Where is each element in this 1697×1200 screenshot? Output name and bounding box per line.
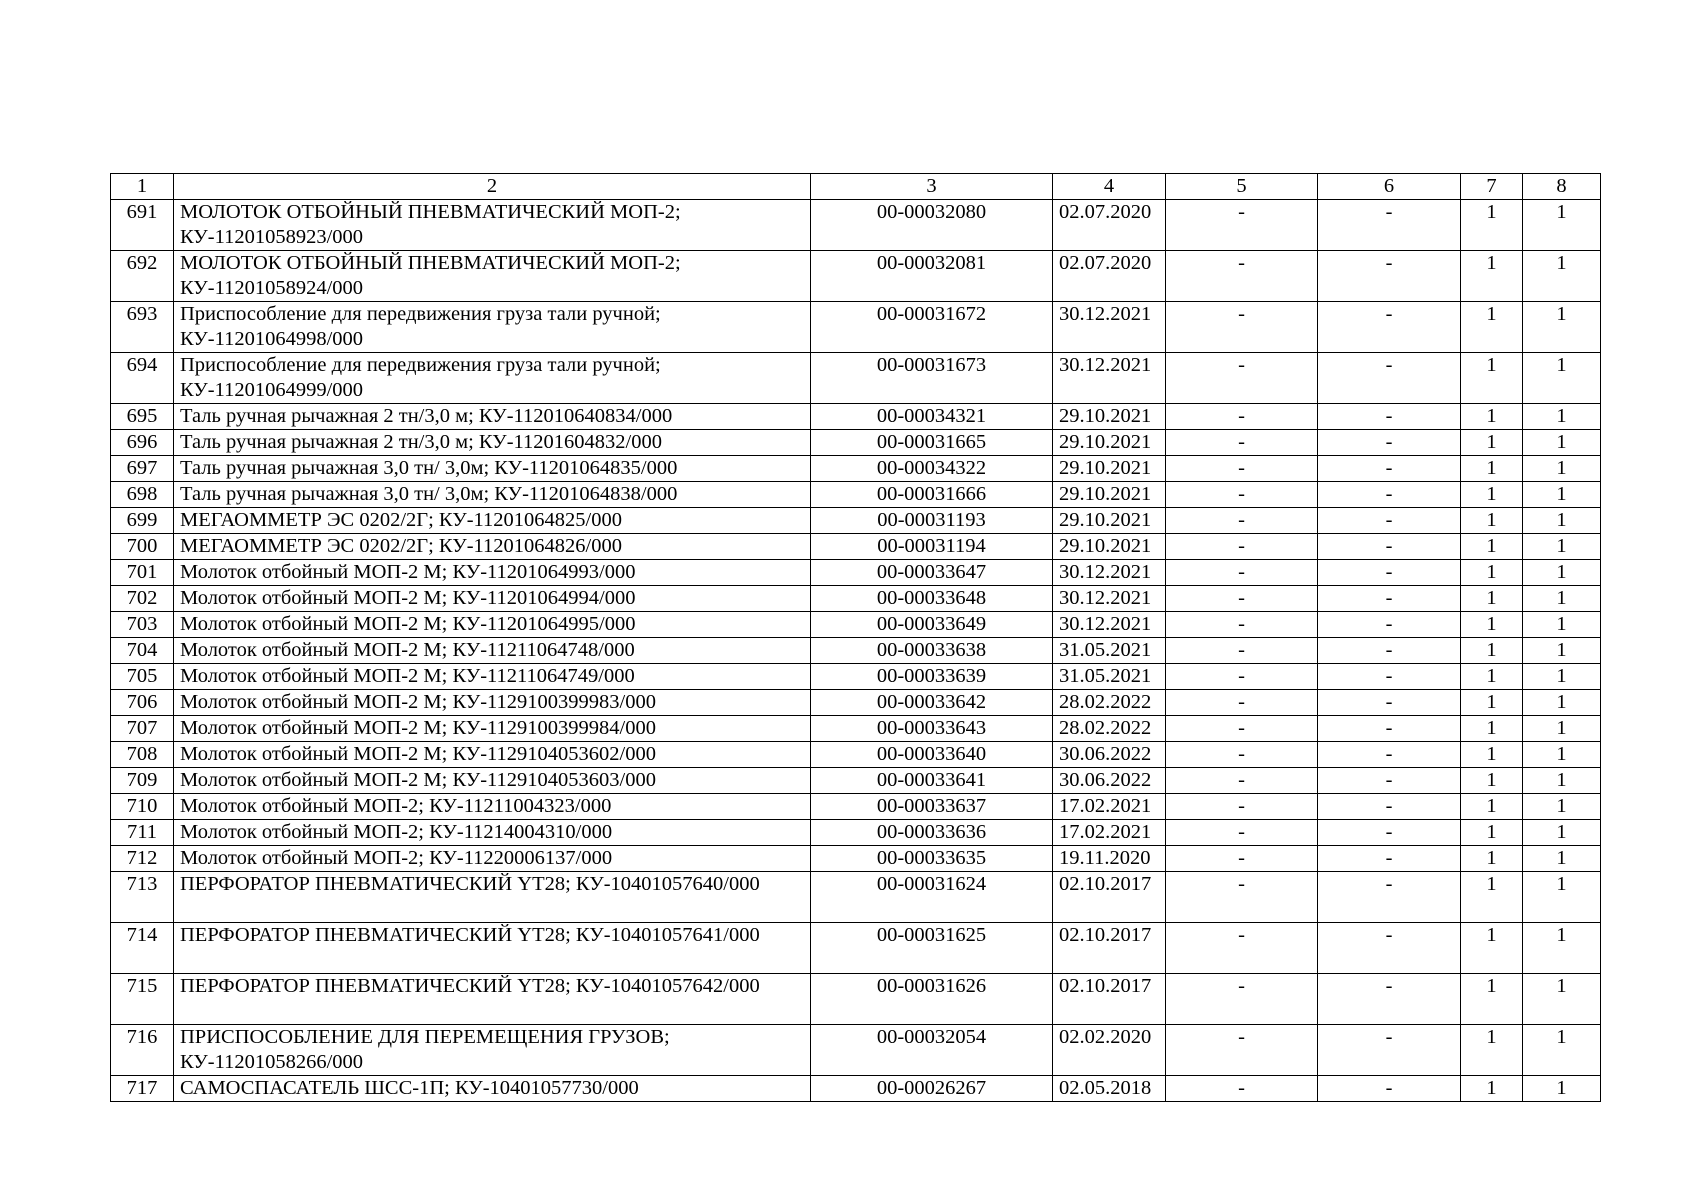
column-6-value: - — [1318, 353, 1461, 404]
date: 30.12.2021 — [1053, 353, 1166, 404]
column-8-value: 1 — [1523, 200, 1601, 251]
column-6-value: - — [1318, 534, 1461, 560]
column-7-value: 1 — [1461, 456, 1523, 482]
item-name: ПРИСПОСОБЛЕНИЕ ДЛЯ ПЕРЕМЕЩЕНИЯ ГРУЗОВ; КУ-11201058266/000 — [174, 1025, 811, 1076]
column-8-value: 1 — [1523, 1076, 1601, 1102]
table-row — [111, 638, 1601, 664]
column-8-value: 1 — [1523, 794, 1601, 820]
column-6-value: - — [1318, 508, 1461, 534]
column-5-value: - — [1166, 1025, 1318, 1076]
table-row — [111, 846, 1601, 872]
inventory-code: 00-00026267 — [811, 1076, 1053, 1102]
date: 02.07.2020 — [1053, 200, 1166, 251]
table-row — [111, 534, 1601, 560]
inventory-code: 00-00033648 — [811, 586, 1053, 612]
column-5-value: - — [1166, 482, 1318, 508]
column-7-value: 1 — [1461, 742, 1523, 768]
column-header: 7 — [1461, 174, 1523, 200]
item-name: Молоток отбойный МОП-2 М; КУ-11211064749/000 — [174, 664, 811, 690]
column-6-value: - — [1318, 586, 1461, 612]
inventory-code: 00-00031624 — [811, 872, 1053, 923]
column-7-value: 1 — [1461, 768, 1523, 794]
row-number: 694 — [111, 353, 174, 404]
inventory-code: 00-00033649 — [811, 612, 1053, 638]
item-name: Молоток отбойный МОП-2; КУ-11211004323/000 — [174, 794, 811, 820]
date: 29.10.2021 — [1053, 456, 1166, 482]
column-6-value: - — [1318, 456, 1461, 482]
column-7-value: 1 — [1461, 302, 1523, 353]
item-name: Молоток отбойный МОП-2; КУ-11220006137/000 — [174, 846, 811, 872]
column-7-value: 1 — [1461, 690, 1523, 716]
column-7-value: 1 — [1461, 664, 1523, 690]
column-5-value: - — [1166, 820, 1318, 846]
inventory-code: 00-00034322 — [811, 456, 1053, 482]
column-6-value: - — [1318, 820, 1461, 846]
row-number: 714 — [111, 923, 174, 974]
table-row — [111, 1076, 1601, 1102]
column-6-value: - — [1318, 302, 1461, 353]
column-5-value: - — [1166, 872, 1318, 923]
table-body — [111, 200, 1601, 1102]
column-5-value: - — [1166, 200, 1318, 251]
date: 30.12.2021 — [1053, 560, 1166, 586]
column-8-value: 1 — [1523, 742, 1601, 768]
inventory-code: 00-00033639 — [811, 664, 1053, 690]
column-6-value: - — [1318, 923, 1461, 974]
date: 02.02.2020 — [1053, 1025, 1166, 1076]
column-6-value: - — [1318, 846, 1461, 872]
table-row — [111, 820, 1601, 846]
date: 29.10.2021 — [1053, 404, 1166, 430]
table-row — [111, 302, 1601, 353]
row-number: 702 — [111, 586, 174, 612]
item-name: Молоток отбойный МОП-2; КУ-11214004310/000 — [174, 820, 811, 846]
row-number: 698 — [111, 482, 174, 508]
inventory-code: 00-00033642 — [811, 690, 1053, 716]
table-row — [111, 456, 1601, 482]
inventory-code: 00-00033641 — [811, 768, 1053, 794]
table-row — [111, 508, 1601, 534]
column-7-value: 1 — [1461, 612, 1523, 638]
column-8-value: 1 — [1523, 508, 1601, 534]
column-6-value: - — [1318, 742, 1461, 768]
column-6-value: - — [1318, 404, 1461, 430]
item-name: ПЕРФОРАТОР ПНЕВМАТИЧЕСКИЙ YT28; КУ-10401057642/000 — [174, 974, 811, 1025]
item-name: Приспособление для передвижения груза тали ручной; КУ-11201064998/000 — [174, 302, 811, 353]
item-name: МОЛОТОК ОТБОЙНЫЙ ПНЕВМАТИЧЕСКИЙ МОП-2; КУ-11201058924/000 — [174, 251, 811, 302]
column-5-value: - — [1166, 612, 1318, 638]
item-name: Молоток отбойный МОП-2 М; КУ-1129100399984/000 — [174, 716, 811, 742]
inventory-code: 00-00033636 — [811, 820, 1053, 846]
row-number: 692 — [111, 251, 174, 302]
column-7-value: 1 — [1461, 638, 1523, 664]
column-6-value: - — [1318, 690, 1461, 716]
row-number: 717 — [111, 1076, 174, 1102]
item-name: Таль ручная рычажная 3,0 тн/ 3,0м; КУ-11201064838/000 — [174, 482, 811, 508]
column-8-value: 1 — [1523, 923, 1601, 974]
column-8-value: 1 — [1523, 820, 1601, 846]
item-name: Молоток отбойный МОП-2 М; КУ-1129100399983/000 — [174, 690, 811, 716]
column-7-value: 1 — [1461, 251, 1523, 302]
column-5-value: - — [1166, 846, 1318, 872]
item-name: Таль ручная рычажная 2 тн/3,0 м; КУ-112010640834/000 — [174, 404, 811, 430]
column-5-value: - — [1166, 1076, 1318, 1102]
item-name: Приспособление для передвижения груза тали ручной; КУ-11201064999/000 — [174, 353, 811, 404]
column-5-value: - — [1166, 302, 1318, 353]
column-7-value: 1 — [1461, 820, 1523, 846]
inventory-code: 00-00031194 — [811, 534, 1053, 560]
column-8-value: 1 — [1523, 251, 1601, 302]
date: 19.11.2020 — [1053, 846, 1166, 872]
table-row — [111, 560, 1601, 586]
column-header: 3 — [811, 174, 1053, 200]
table-row — [111, 586, 1601, 612]
column-7-value: 1 — [1461, 586, 1523, 612]
table-row — [111, 1025, 1601, 1076]
column-5-value: - — [1166, 251, 1318, 302]
column-header: 4 — [1053, 174, 1166, 200]
row-number: 699 — [111, 508, 174, 534]
column-8-value: 1 — [1523, 353, 1601, 404]
column-6-value: - — [1318, 768, 1461, 794]
item-name: Молоток отбойный МОП-2 М; КУ-11201064993/000 — [174, 560, 811, 586]
date: 30.06.2022 — [1053, 742, 1166, 768]
column-5-value: - — [1166, 794, 1318, 820]
column-8-value: 1 — [1523, 534, 1601, 560]
column-5-value: - — [1166, 508, 1318, 534]
row-number: 701 — [111, 560, 174, 586]
item-name: ПЕРФОРАТОР ПНЕВМАТИЧЕСКИЙ YT28; КУ-10401057641/000 — [174, 923, 811, 974]
row-number: 695 — [111, 404, 174, 430]
column-7-value: 1 — [1461, 974, 1523, 1025]
table-row — [111, 404, 1601, 430]
date: 30.12.2021 — [1053, 586, 1166, 612]
table-row — [111, 482, 1601, 508]
row-number: 704 — [111, 638, 174, 664]
date: 31.05.2021 — [1053, 638, 1166, 664]
inventory-code: 00-00033647 — [811, 560, 1053, 586]
column-8-value: 1 — [1523, 482, 1601, 508]
column-7-value: 1 — [1461, 430, 1523, 456]
column-7-value: 1 — [1461, 508, 1523, 534]
row-number: 710 — [111, 794, 174, 820]
column-5-value: - — [1166, 430, 1318, 456]
column-6-value: - — [1318, 664, 1461, 690]
column-header: 5 — [1166, 174, 1318, 200]
inventory-table — [110, 173, 1601, 1102]
column-6-value: - — [1318, 638, 1461, 664]
column-6-value: - — [1318, 251, 1461, 302]
column-8-value: 1 — [1523, 768, 1601, 794]
column-6-value: - — [1318, 974, 1461, 1025]
row-number: 711 — [111, 820, 174, 846]
column-8-value: 1 — [1523, 456, 1601, 482]
inventory-code: 00-00032081 — [811, 251, 1053, 302]
column-7-value: 1 — [1461, 353, 1523, 404]
row-number: 709 — [111, 768, 174, 794]
column-6-value: - — [1318, 1076, 1461, 1102]
date: 02.10.2017 — [1053, 872, 1166, 923]
inventory-code: 00-00034321 — [811, 404, 1053, 430]
column-8-value: 1 — [1523, 690, 1601, 716]
column-5-value: - — [1166, 923, 1318, 974]
item-name: Молоток отбойный МОП-2 М; КУ-11201064994/000 — [174, 586, 811, 612]
row-number: 703 — [111, 612, 174, 638]
table-row — [111, 794, 1601, 820]
row-number: 716 — [111, 1025, 174, 1076]
column-6-value: - — [1318, 716, 1461, 742]
column-8-value: 1 — [1523, 1025, 1601, 1076]
column-7-value: 1 — [1461, 534, 1523, 560]
column-8-value: 1 — [1523, 716, 1601, 742]
item-name: Таль ручная рычажная 2 тн/3,0 м; КУ-11201604832/000 — [174, 430, 811, 456]
column-8-value: 1 — [1523, 612, 1601, 638]
column-5-value: - — [1166, 534, 1318, 560]
inventory-code: 00-00033638 — [811, 638, 1053, 664]
row-number: 697 — [111, 456, 174, 482]
column-8-value: 1 — [1523, 404, 1601, 430]
date: 28.02.2022 — [1053, 716, 1166, 742]
date: 28.02.2022 — [1053, 690, 1166, 716]
date: 29.10.2021 — [1053, 482, 1166, 508]
row-number: 713 — [111, 872, 174, 923]
date: 02.07.2020 — [1053, 251, 1166, 302]
column-6-value: - — [1318, 200, 1461, 251]
item-name: МОЛОТОК ОТБОЙНЫЙ ПНЕВМАТИЧЕСКИЙ МОП-2; КУ-11201058923/000 — [174, 200, 811, 251]
table-row — [111, 430, 1601, 456]
column-6-value: - — [1318, 430, 1461, 456]
inventory-code: 00-00033640 — [811, 742, 1053, 768]
column-7-value: 1 — [1461, 872, 1523, 923]
table-row — [111, 872, 1601, 923]
row-number: 712 — [111, 846, 174, 872]
column-7-value: 1 — [1461, 560, 1523, 586]
date: 30.12.2021 — [1053, 302, 1166, 353]
inventory-code: 00-00031193 — [811, 508, 1053, 534]
item-name: Молоток отбойный МОП-2 М; КУ-1129104053602/000 — [174, 742, 811, 768]
inventory-code: 00-00031626 — [811, 974, 1053, 1025]
date: 02.05.2018 — [1053, 1076, 1166, 1102]
inventory-code: 00-00032080 — [811, 200, 1053, 251]
table-row — [111, 200, 1601, 251]
column-8-value: 1 — [1523, 586, 1601, 612]
column-7-value: 1 — [1461, 200, 1523, 251]
item-name: Таль ручная рычажная 3,0 тн/ 3,0м; КУ-11201064835/000 — [174, 456, 811, 482]
column-5-value: - — [1166, 560, 1318, 586]
column-header: 8 — [1523, 174, 1601, 200]
column-7-value: 1 — [1461, 482, 1523, 508]
column-5-value: - — [1166, 768, 1318, 794]
inventory-code: 00-00031665 — [811, 430, 1053, 456]
row-number: 705 — [111, 664, 174, 690]
table-row — [111, 353, 1601, 404]
item-name: МЕГАОММЕТР ЭС 0202/2Г; КУ-11201064826/000 — [174, 534, 811, 560]
date: 29.10.2021 — [1053, 508, 1166, 534]
table-row — [111, 923, 1601, 974]
column-8-value: 1 — [1523, 974, 1601, 1025]
date: 17.02.2021 — [1053, 794, 1166, 820]
column-8-value: 1 — [1523, 560, 1601, 586]
item-name: МЕГАОММЕТР ЭС 0202/2Г; КУ-11201064825/000 — [174, 508, 811, 534]
row-number: 691 — [111, 200, 174, 251]
row-number: 707 — [111, 716, 174, 742]
table-row — [111, 664, 1601, 690]
column-6-value: - — [1318, 872, 1461, 923]
table-row — [111, 742, 1601, 768]
column-6-value: - — [1318, 1025, 1461, 1076]
row-number: 693 — [111, 302, 174, 353]
column-7-value: 1 — [1461, 794, 1523, 820]
row-number: 708 — [111, 742, 174, 768]
column-header: 1 — [111, 174, 174, 200]
column-7-value: 1 — [1461, 1076, 1523, 1102]
inventory-code: 00-00031673 — [811, 353, 1053, 404]
inventory-code: 00-00033643 — [811, 716, 1053, 742]
item-name: САМОСПАСАТЕЛЬ ШСС-1П; КУ-10401057730/000 — [174, 1076, 811, 1102]
column-8-value: 1 — [1523, 872, 1601, 923]
column-7-value: 1 — [1461, 846, 1523, 872]
table-row — [111, 690, 1601, 716]
item-name: Молоток отбойный МОП-2 М; КУ-11211064748/000 — [174, 638, 811, 664]
column-8-value: 1 — [1523, 302, 1601, 353]
column-5-value: - — [1166, 690, 1318, 716]
column-8-value: 1 — [1523, 664, 1601, 690]
table-row — [111, 716, 1601, 742]
inventory-code: 00-00033637 — [811, 794, 1053, 820]
column-5-value: - — [1166, 638, 1318, 664]
date: 30.06.2022 — [1053, 768, 1166, 794]
row-number: 696 — [111, 430, 174, 456]
header-row — [111, 174, 1601, 200]
column-8-value: 1 — [1523, 846, 1601, 872]
row-number: 715 — [111, 974, 174, 1025]
inventory-code: 00-00031672 — [811, 302, 1053, 353]
inventory-code: 00-00032054 — [811, 1025, 1053, 1076]
item-name: Молоток отбойный МОП-2 М; КУ-11201064995/000 — [174, 612, 811, 638]
table-row — [111, 974, 1601, 1025]
table-row — [111, 251, 1601, 302]
column-6-value: - — [1318, 482, 1461, 508]
column-7-value: 1 — [1461, 1025, 1523, 1076]
date: 02.10.2017 — [1053, 974, 1166, 1025]
column-5-value: - — [1166, 974, 1318, 1025]
column-5-value: - — [1166, 353, 1318, 404]
column-8-value: 1 — [1523, 638, 1601, 664]
column-5-value: - — [1166, 664, 1318, 690]
column-5-value: - — [1166, 716, 1318, 742]
column-6-value: - — [1318, 612, 1461, 638]
item-name: ПЕРФОРАТОР ПНЕВМАТИЧЕСКИЙ YT28; КУ-10401057640/000 — [174, 872, 811, 923]
column-6-value: - — [1318, 560, 1461, 586]
column-7-value: 1 — [1461, 923, 1523, 974]
inventory-code: 00-00033635 — [811, 846, 1053, 872]
inventory-code: 00-00031625 — [811, 923, 1053, 974]
date: 31.05.2021 — [1053, 664, 1166, 690]
column-header: 6 — [1318, 174, 1461, 200]
date: 17.02.2021 — [1053, 820, 1166, 846]
column-header: 2 — [174, 174, 811, 200]
column-5-value: - — [1166, 586, 1318, 612]
column-7-value: 1 — [1461, 404, 1523, 430]
column-6-value: - — [1318, 794, 1461, 820]
column-8-value: 1 — [1523, 430, 1601, 456]
date: 02.10.2017 — [1053, 923, 1166, 974]
date: 29.10.2021 — [1053, 534, 1166, 560]
date: 30.12.2021 — [1053, 612, 1166, 638]
column-5-value: - — [1166, 404, 1318, 430]
date: 29.10.2021 — [1053, 430, 1166, 456]
column-5-value: - — [1166, 742, 1318, 768]
item-name: Молоток отбойный МОП-2 М; КУ-1129104053603/000 — [174, 768, 811, 794]
column-5-value: - — [1166, 456, 1318, 482]
table-row — [111, 768, 1601, 794]
row-number: 706 — [111, 690, 174, 716]
column-7-value: 1 — [1461, 716, 1523, 742]
inventory-code: 00-00031666 — [811, 482, 1053, 508]
table-row — [111, 612, 1601, 638]
row-number: 700 — [111, 534, 174, 560]
